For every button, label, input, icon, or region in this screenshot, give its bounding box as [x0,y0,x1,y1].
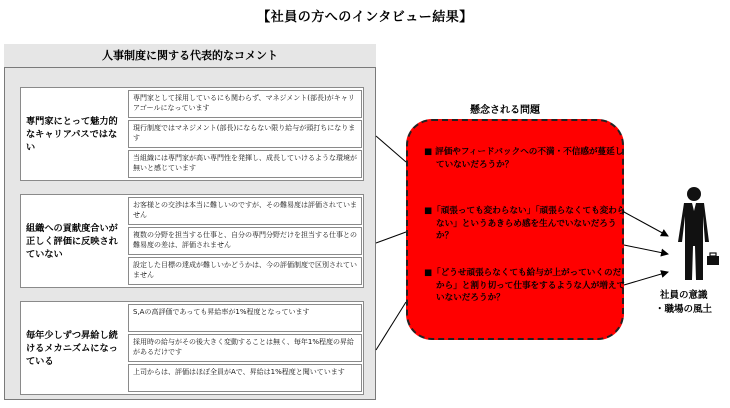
arrow-from-group-1 [376,136,406,162]
risk-title: 懸念される問題 [470,105,540,116]
comment-1-2: 現行制度ではマネジメント(部長)にならない限り給与が頭打ちになります [128,120,362,148]
businessman-icon [670,184,722,284]
arrow-to-person-3 [624,272,668,285]
page-title: 【社員の方へのインタビュー結果】 [257,10,473,25]
arrow-from-group-3 [376,302,406,350]
comments-panel-header: 人事制度に関する代表的なコメント [4,44,376,68]
person-label-line1: 社員の意識 [660,290,708,301]
comment-2-2: 複数の分野を担当する仕事と、自分の専門分野だけを担当する仕事との難易度の差は、評価されません [128,227,362,255]
comment-2-3: 設定した目標の達成が難しいかどうかは、今の評価制度で区別されていません [128,257,362,285]
arrow-to-person-2 [624,245,668,254]
risk-item-3: ■「どうせ頑張らなくても給与が上がっていくのだから」と割り切って仕事をするような人が増えていないだろうか？ [424,268,626,303]
arrow-from-group-2 [376,232,406,243]
person-label-line2: ・職場の風土 [655,304,713,315]
category-label-1: 専門家にとって魅力的なキャリアパスではない [26,115,118,153]
comment-3-1: S,Aの高評価であっても昇給率が1%程度となっています [128,304,362,332]
comment-3-2: 採用時の給与がその後大きく変動することは無く、毎年1%程度の昇給があるだけです [128,334,362,362]
comment-1-3: 当組織には専門家が高い専門性を発揮し、成長していけるような環境が無いと感じています [128,150,362,178]
comment-1-1: 専門家として採用しているにも関わらず、マネジメント(部長)がキャリアゴールになっています [128,90,362,118]
risk-item-1: ■ 評価やフィードバックへの不満・不信感が蔓延していないだろうか？ [424,147,624,170]
arrow-to-person-1 [624,212,668,236]
category-label-3: 毎年少しずつ昇給し続けるメカニズムになっている [26,329,118,367]
comment-3-3: 上司からは、評価はほぼ全員がAで、昇給は1%程度と聞いています [128,364,362,392]
risk-item-2: ■「頑張っても変わらない」「頑張らなくても変わらない」というあきらめ感を生んでいないだろうか？ [424,206,626,241]
category-label-2: 組織への貢献度合いが正しく評価に反映されていない [26,222,118,260]
comment-2-1: お客様との交渉は本当に難しいのですが、その難易度は評価されていません [128,197,362,225]
